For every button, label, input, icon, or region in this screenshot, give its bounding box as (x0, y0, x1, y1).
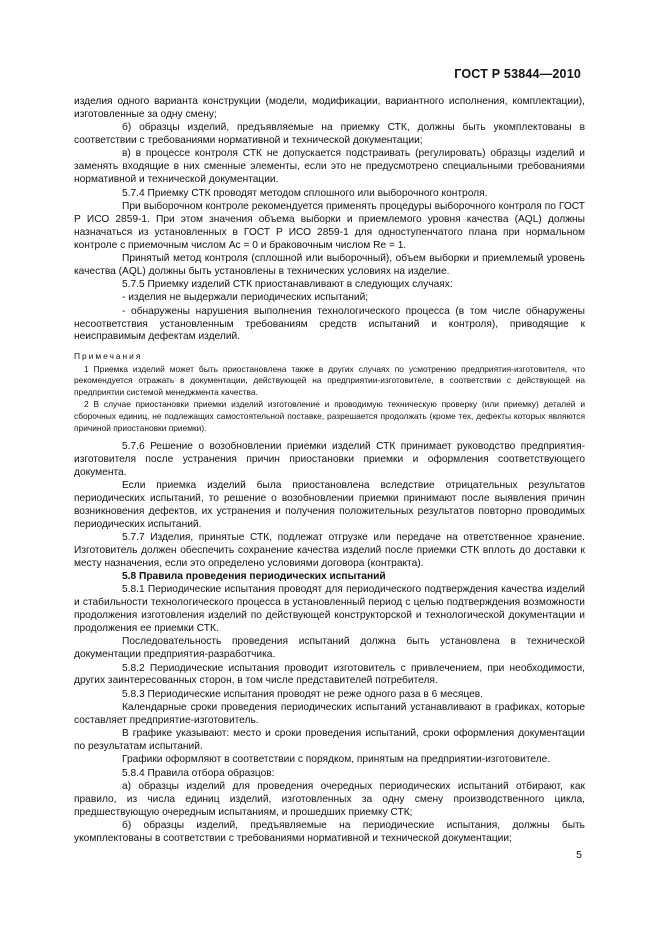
paragraph: 5.7.7 Изделия, принятые СТК, подлежат отгрузке или передаче на ответственное хранение. Изготовитель должен обеспечить сохранение качества изделий после приемки СТК вплоть до доставки к месту назначения, если это определено условиями договора (контракта). (74, 531, 585, 569)
note: 1 Приемка изделий может быть приостановлена также в других случаях по усмотрению предприятия-изготовителя, что рекомендуется отражать в документации, действующей на предприятии-изготовителе, в соответствии с действующей на предприятии системой менеджмента качества. (74, 363, 585, 398)
notes-title: Примечания (74, 351, 143, 362)
list-item: - изделия не выдержали периодических испытаний; (122, 292, 369, 304)
paragraph: 5.7.6 Решение о возобновлении приемки изделий СТК принимает руководство предприятия-изготовителя после устранения причин приостановки приемки и оформления соответствующего документа. (74, 440, 585, 478)
note: 2 В случае приостановки приемки изделий изготовление и проводимую техническую проверку (или приемку) деталей и сборочных единиц, не подлежащих самостоятельной поставке, разрешается продолжать (кроме тех, дефекты которых являются причиной приостановки приемки). (74, 399, 585, 434)
page-number: 5 (576, 849, 582, 861)
paragraph: При выборочном контроле рекомендуется применять процедуры выборочного контроля по ГОСТ Р ИСО 2859-1. При этом значения объема выборки и приемлемого уровня качества (AQL) должны назначаться из установленных в ГОСТ Р ИСО 2859-1 для одноступенчатого плана при нормальном контроле с приемочным числом Ac = 0 и браковочным числом Re = 1. (74, 200, 585, 251)
document-body (74, 96, 585, 846)
paragraph: Графики оформляют в соответствии с порядком, принятым на предприятии-изготовителе. (122, 754, 551, 766)
paragraph: В графике указывают: место и сроки проведения испытаний, сроки оформления документации по результатам испытаний. (74, 728, 585, 753)
paragraph: 5.7.4 Приемку СТК проводят методом сплошного или выборочного контроля. (122, 187, 488, 199)
paragraph: Календарные сроки проведения периодических испытаний устанавливают в графиках, которые составляет предприятие-изготовитель. (74, 702, 585, 726)
document-standard-id: ГОСТ Р 53844—2010 (454, 67, 581, 81)
paragraph: а) образцы изделий для проведения очередных периодических испытаний отбирают, как правило, из числа единиц изделий, изготовленных за одну смену производственного цикла, предшествующую очередным испытаниям, и прошедших приемку СТК; (74, 781, 585, 818)
paragraph: 5.8.4 Правила отбора образцов: (122, 767, 275, 779)
paragraph: Принятый метод контроля (сплошной или выборочный), объем выборки и приемлемый уровень качества (AQL) должны быть установлены в технических условиях на изделие. (74, 252, 585, 277)
paragraph: Если приемка изделий была приостановлена вследствие отрицательных результатов периодических испытаний, то решение о возобновлении приемки принимают после выявления причин возникновения дефектов, их устранения и получения положительных результатов повторно проводимых периодических испытаний. (74, 479, 585, 530)
paragraph: 5.8.2 Периодические испытания проводит изготовитель с привлечением, при необходимости, других заинтересованных сторон, в том числе представителей потребителя. (74, 662, 585, 687)
paragraph: изделия одного варианта конструкции (модели, модификации, вариантного исполнения, комплектации), изготовленные за одну смену; (74, 96, 585, 120)
paragraph: б) образцы изделий, предъявляемые на периодические испытания, должны быть укомплектованы в соответствии с требованиями нормативной и технической документации; (74, 820, 585, 845)
paragraph: 5.7.5 Приемку изделий СТК приостанавливают в следующих случаях: (122, 279, 453, 291)
paragraph: 5.8.1 Периодические испытания проводят для периодического подтверждения качества изделий и стабильности технологического процесса в установленный период с целью подтверждения возможности продолжения изготовления изделий по действующей конструкторской и технологической документации и продолжения ее приемки СТК. (74, 584, 585, 635)
list-item: - обнаружены нарушения выполнения технологического процесса (в том числе обнаружены несоответствия установленным требованиям средств испытаний и контроля), приводящие к неисправимым дефектам изделий. (74, 305, 585, 343)
paragraph: б) образцы изделий, предъявляемые на приемку СТК, должны быть укомплектованы в соответствии с требованиями нормативной и технической документации; (74, 122, 585, 147)
paragraph: 5.8.3 Периодические испытания проводят не реже одного раза в 6 месяцев. (122, 688, 484, 700)
section-heading: 5.8 Правила проведения периодических испытаний (122, 571, 386, 583)
paragraph: Последовательность проведения испытаний должна быть установлена в технической документации предприятия-разработчика. (74, 636, 585, 661)
paragraph: в) в процессе контроля СТК не допускается подстраивать (регулировать) образцы изделий и заменять входящие в них сменные элементы, если это не предусмотрено специальными требованиями нормативной и технической документации. (74, 148, 585, 186)
